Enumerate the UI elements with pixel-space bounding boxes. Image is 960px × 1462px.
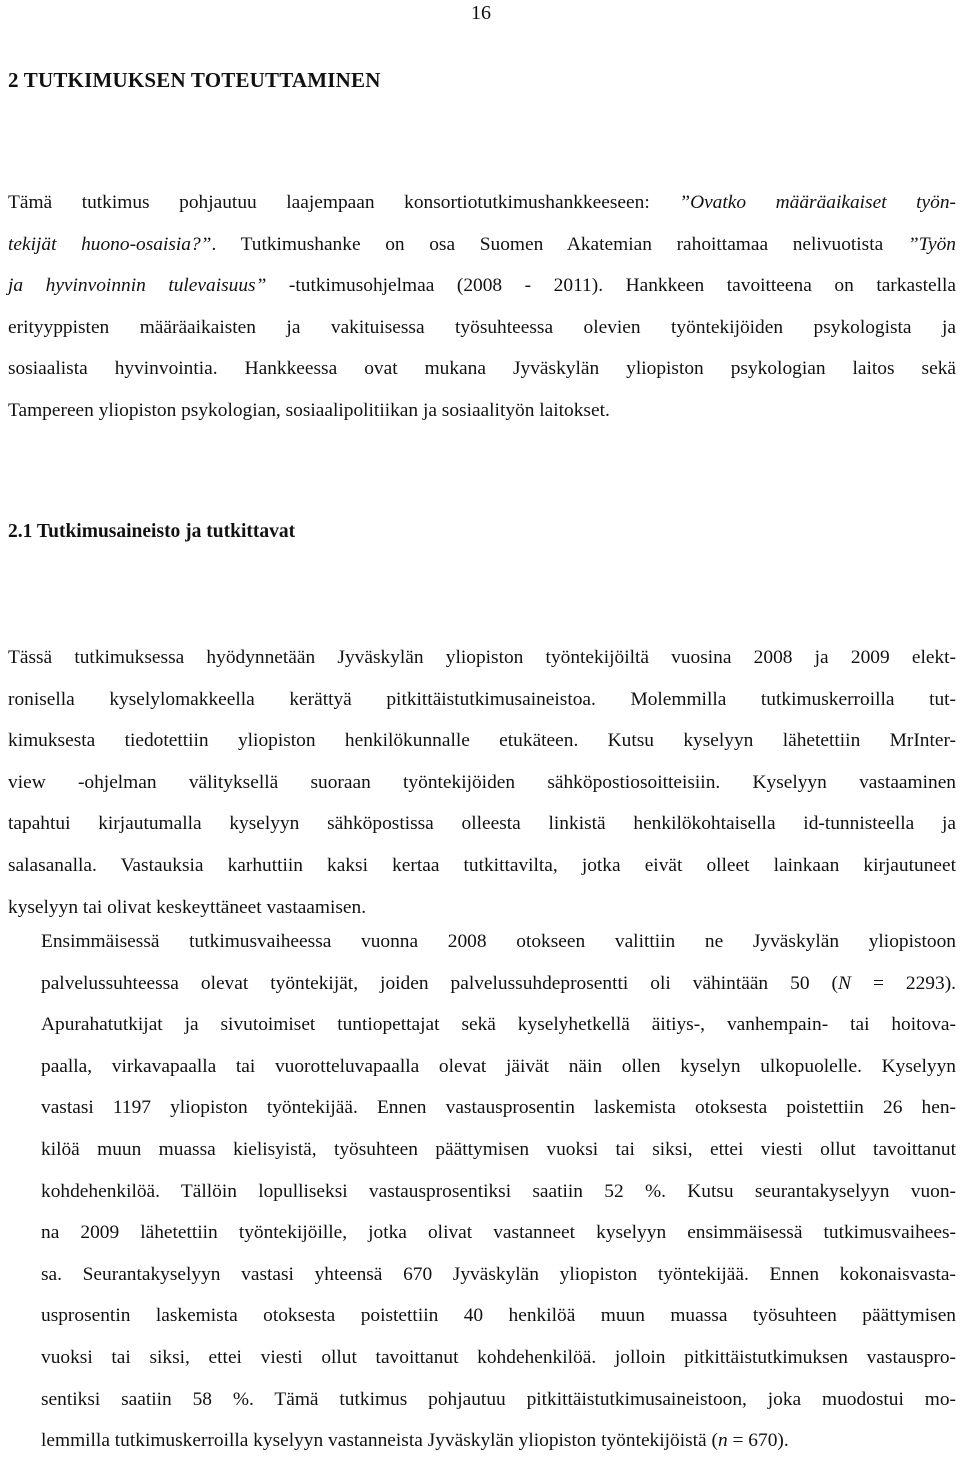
- text-line: salasanalla. Vastauksia karhuttiin kaksi kertaa tutkittavilta, jotka eivät olleet lainkaan kirjautuneet: [8, 854, 956, 876]
- chapter-heading: 2 TUTKIMUKSEN TOTEUTTAMINEN: [8, 68, 381, 92]
- text-line: kilöä muun muassa kielisyistä, työsuhteen päättymisen vuoksi tai siksi, ettei viesti ollut tavoittanut: [41, 1138, 956, 1160]
- data-description-paragraph: [8, 637, 956, 928]
- intro-paragraph: [8, 182, 956, 432]
- text-line: Apurahatutkijat ja sivutoimiset tuntiopettajat sekä kyselyhetkellä äitiys-, vanhempain- tai hoitova-: [41, 1014, 956, 1036]
- text-line: usprosentin laskemista otoksesta poistettiin 40 henkilöä muun muassa työsuhteen päättymisen: [41, 1305, 956, 1327]
- text-line: ronisella kyselylomakkeella kerättyä pitkittäistutkimusaineistoa. Molemmilla tutkimuskerroilla tut-: [8, 688, 956, 710]
- text-line: view -ohjelman välityksellä suoraan työntekijöiden sähköpostiosoitteisiin. Kyselyyn vastaaminen: [8, 771, 956, 793]
- text-line: sosiaalista hyvinvointia. Hankkeessa ovat mukana Jyväskylän yliopiston psykologian laitos sekä: [8, 358, 956, 380]
- text-line: na 2009 lähetettiin työntekijöille, jotka olivat vastanneet kyselyyn ensimmäisessä tutkimusvaihees-: [41, 1222, 956, 1244]
- text-line: Ensimmäisessä tutkimusvaiheessa vuonna 2008 otokseen valittiin ne Jyväskylän yliopistoon: [41, 931, 956, 952]
- text-line: kyselyyn tai olivat keskeyttäneet vastaamisen.: [8, 896, 367, 918]
- text-line: kohdehenkilöä. Tällöin lopulliseksi vastausprosentiksi saatiin 52 %. Kutsu seurantakyselyyn vuon-: [41, 1180, 956, 1202]
- section-heading: 2.1 Tutkimusaineisto ja tutkittavat: [8, 521, 296, 542]
- sample-paragraph: [8, 921, 956, 1462]
- text-line: sentiksi saatiin 58 %. Tämä tutkimus pohjautuu pitkittäistutkimusaineistoon, joka muodostui mo-: [41, 1388, 956, 1410]
- page-number: 16: [471, 2, 491, 24]
- text-line: ja hyvinvoinnin tulevaisuus” -tutkimusohjelmaa (2008 - 2011). Hankkeen tavoitteena on tarkastella: [8, 275, 956, 297]
- text-line: tapahtui kirjautumalla kyselyyn sähköpostissa olleesta linkistä henkilökohtaisella id-tunnisteella ja: [8, 813, 956, 835]
- text-line: lemmilla tutkimuskerroilla kyselyyn vastanneista Jyväskylän yliopiston työntekijöistä (n = 670).: [41, 1430, 789, 1452]
- text-line: sa. Seurantakyselyyn vastasi yhteensä 670 Jyväskylän yliopiston työntekijää. Ennen kokonaisvasta-: [41, 1263, 956, 1285]
- text-line: kimuksesta tiedotettiin yliopiston henkilökunnalle etukäteen. Kutsu kyselyyn lähetettiin MrInter-: [8, 730, 956, 752]
- text-line: vuoksi tai siksi, ettei viesti ollut tavoittanut kohdehenkilöä. jolloin pitkittäistutkimuksen vastauspro-: [41, 1346, 956, 1368]
- text-line: Tässä tutkimuksessa hyödynnetään Jyväskylän yliopiston työntekijöiltä vuosina 2008 ja 2009 elekt-: [8, 647, 956, 668]
- text-line: paalla, virkavapaalla tai vuorotteluvapaalla olevat jäivät näin ollen kyselyn ulkopuolelle. Kyselyyn: [41, 1055, 956, 1077]
- text-line: erityyppisten määräaikaisten ja vakituisessa työsuhteessa olevien työntekijöiden psykologista ja: [8, 316, 956, 338]
- text-line: Tampereen yliopiston psykologian, sosiaalipolitiikan ja sosiaalityön laitokset.: [8, 399, 610, 421]
- text-line: vastasi 1197 yliopiston työntekijää. Ennen vastausprosentin laskemista otoksesta poistettiin 26 hen-: [41, 1097, 956, 1119]
- text-line: palvelussuhteessa olevat työntekijät, joiden palvelussuhdeprosentti oli vähintään 50 (N = 2293).: [41, 972, 957, 994]
- text-line: tekijät huono-osaisia?”. Tutkimushanke on osa Suomen Akatemian rahoittamaa nelivuotista ”Työn: [8, 233, 956, 255]
- text-line: Tämä tutkimus pohjautuu laajempaan konsortiotutkimushankkeeseen: ”Ovatko määräaikaiset työn-: [8, 192, 956, 213]
